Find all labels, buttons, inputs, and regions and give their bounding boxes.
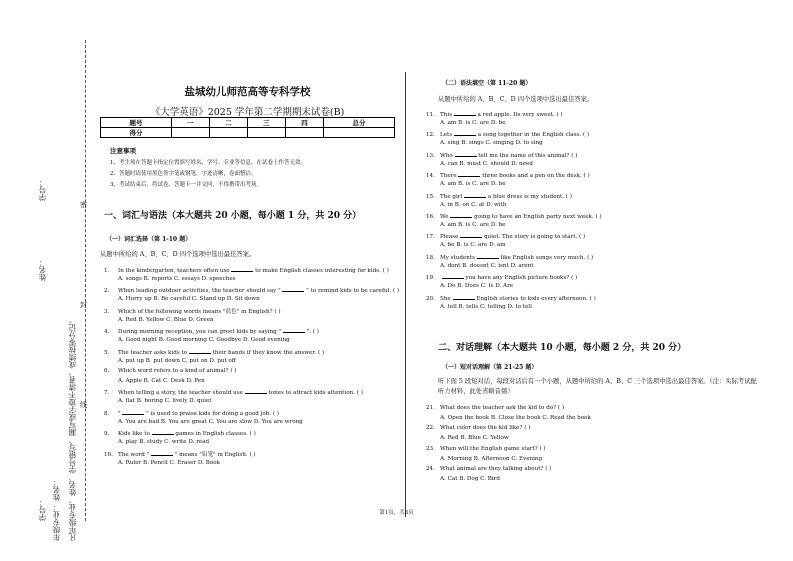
question-text: During morning reception, you can greet kids by saying " [118,329,282,336]
answer-options: A. songs B. reports C. essays D. speeches [118,276,236,282]
question-number: 9. [104,431,110,438]
question-stem [426,294,596,302]
answer-blank [454,110,476,116]
answer-blank [151,450,173,456]
section2-instructions: 听下面 5 段短对话，每段对话后有一个小题，从题中所给的 A、B、C 三个选项中选出最佳答案。（注：实际考试配听力材料，此处省略音频） [438,378,757,395]
question-text: like English songs very much. ( ) [498,254,594,261]
answer-options: A. Apple B. Cat C. Desk D. Pen [118,378,205,384]
score-cell: 总分 [324,118,395,128]
question-text: a blue dress is my student. ( ) [486,193,572,200]
answer-options: A. Open the book B. Close the book C. Read the book [440,415,591,421]
question-stem [426,212,602,220]
question-text: a red apple. Its very sweet. ( ) [475,112,563,118]
question-text: Lets [440,132,453,139]
question-text: to make English classes interesting for kids. ( ) [253,268,389,274]
answer-options: A. Good night B. Good morning C. Goodbye D. Good evening [118,337,290,344]
binding-id-label: 学号： [38,178,47,201]
section1-sub1: （一）词汇选择（第 1-10 题） [106,236,192,243]
question-text: This [440,112,452,118]
question-text: " to remind kids to be careful. ( ) [304,288,400,295]
answer-options: A. Morning B. Afternoon C. Evening [440,455,543,462]
score-cell [286,128,324,138]
question-text: " means "铅笔" in English. ( ) [172,451,256,458]
question-number: 6. [104,368,110,374]
question-number: 19. [426,275,435,282]
question-stem [104,307,281,315]
question-number: 8. [104,410,110,417]
question-stem [426,446,546,452]
note-item: 3、考试结束后，将试卷、答题卡一并交回，不得携带出考场。 [110,182,263,188]
question-text: The girl [440,193,463,200]
binding-mark-xian: 线 [80,401,87,409]
section2-title: 二、对话理解（本大题共 10 小题，每小题 2 分，共 20 分） [438,343,687,353]
question-text: three books and a pen on the desk. ( ) [480,173,590,180]
question-text: tones to attract kids attention. ( ) [266,390,363,397]
question-number: 16. [426,214,435,220]
question-stem [426,171,590,179]
score-cell [247,128,285,138]
school-name: 盐城幼儿师范高等专科学校 [184,86,311,98]
binding-name-b [50,420,64,501]
answer-options: A. am B. is C. are D. be [440,222,506,228]
question-stem [104,429,256,437]
answer-options: A. put up B. put down C. put on D. put off [118,357,236,364]
answer-options: A. flat B. boring C. lively D. quiet [118,398,212,405]
binding-major-label: 年级专业： [52,503,61,541]
answer-blank [122,409,144,415]
score-cell [324,128,395,138]
question-number: 20. [426,295,435,302]
binding-name-label: 姓名： [52,478,61,501]
question-text: When will the English game start? ( ) [440,445,546,452]
answer-options: A. Ruler B. Pencil C. Eraser D. Book [118,459,220,466]
answer-options: A. tell B. tells C. telling D. to tell [440,303,532,310]
answer-blank [442,273,464,279]
answer-blank [282,286,304,292]
question-text: What animal are they talking about? ( ) [440,466,552,473]
question-number: 18. [426,254,435,261]
answer-options: A. Red B. Blue C. Yellow [440,435,509,442]
answer-options: A. Red B. Yellow C. Blue D. Green [118,316,214,323]
score-table [100,117,395,138]
question-text: When telling a story, the teacher should use [118,390,243,397]
answer-options: A. Do B. Does C. Is D. Are [440,283,514,290]
question-text: you have any English picture books? ( ) [463,275,578,282]
question-number: 11. [426,112,435,118]
answer-blank [464,192,486,198]
question-number: 4. [104,329,110,336]
question-number: 14. [426,173,435,180]
answer-options: A. Hurry up B. Be careful C. Stand up D. Sit down [118,296,260,303]
answer-blank [231,266,253,272]
answer-blank [152,429,174,435]
section1-title: 一、词汇与语法（本大题共 20 小题，每小题 1 分，共 20 分） [104,211,362,221]
score-header-row [101,118,395,128]
question-stem [426,151,577,159]
score-value-row [101,128,395,138]
question-text: Which word refers to a kind of animal? ( ) [118,368,237,374]
question-number: 24. [426,466,435,473]
question-text: What color does the kid like? ( ) [440,425,531,432]
binding-name2-label: 姓名： [38,258,47,281]
question-text: She [440,295,451,302]
answer-blank [283,327,305,333]
question-number: 13. [426,152,435,159]
question-stem [426,232,585,240]
question-text: The word " [118,451,150,458]
answer-options: A. am B. is C. are D. be [440,181,506,188]
question-number: 21. [426,405,435,411]
question-stem [104,348,324,356]
question-stem [426,425,530,431]
answer-blank [477,253,499,259]
exam-title: 《大学英语》2025 学年第二学期期末试卷(B) [150,107,345,118]
question-stem [104,266,389,274]
question-stem [426,405,564,411]
answer-options: A. in B. on C. at D. with [440,201,507,208]
question-stem [426,110,563,118]
answer-options: A. be B. is C. are D. am [440,242,506,249]
question-stem [104,327,319,335]
question-text: There [440,173,457,180]
answer-blank [453,294,475,300]
score-cell [209,128,247,138]
answer-blank [245,388,267,394]
question-number: 15. [426,193,435,200]
question-text: Kids like to [118,431,150,438]
question-text: What does the teacher ask the kid to do? ( ) [440,405,565,411]
score-cell: 二 [209,118,247,128]
question-number: 12. [426,132,435,139]
question-stem [426,466,551,472]
question-text: going to have an English party next week. ( ) [472,214,602,220]
answer-options: A. can B. must C. should D. need [440,160,533,167]
answer-blank [454,130,476,136]
question-text: " is used to praise kids for doing a good job. ( ) [144,410,279,417]
question-stem [426,253,593,261]
question-text: The teacher asks kids to [118,349,188,356]
question-stem [104,368,236,374]
binding-warning [66,150,80,541]
binding-id2-label: 学号： [38,498,47,521]
question-text: When leading outdoor activities, the teacher should say " [118,288,281,295]
question-text: a song together in the English class. ( ) [475,132,590,139]
question-number: 22. [426,425,435,432]
section1-instructions: 从题中所给的 A、B、C、D 四个选项中选出最佳答案。 [100,251,256,258]
binding-mark-mi: 密 [80,201,87,209]
question-text: games in English classes. ( ) [173,431,256,438]
question-stem [426,130,589,138]
answer-blank [460,232,482,238]
question-number: 5. [104,349,110,356]
answer-blank [455,151,477,157]
question-text: English stories to kids every afternoon. ( ) [474,295,596,302]
binding-dashed-line [85,40,86,521]
score-cell: 一 [171,118,209,128]
question-text: My students [440,254,475,261]
question-number: 17. [426,234,435,241]
score-cell: 三 [247,118,285,128]
question-stem [104,409,279,417]
question-stem [104,286,399,294]
right-column [420,0,770,561]
binding-warning-text: 凡年级专业、姓名、学号错写、漏写或字迹不清者，成绩按零分记。 [68,316,77,541]
question-number: 7. [104,390,110,397]
score-cell: 得分 [101,128,172,138]
page-footer: 第1页，共3页 [379,510,414,516]
answer-options: A. am B. is C. are D. be [440,120,506,126]
question-text: In the kindergarten, teachers often use [118,268,230,274]
note-item: 1、考生须在答题卡指定位置填写姓名、学号、专业等信息，在试卷上作答无效。 [110,160,307,166]
note-item: 2、答题时请使用黑色签字笔或钢笔，字迹清晰，卷面整洁。 [110,171,257,177]
section2-sub1: （一）短对话理解（第 21-25 题） [442,364,538,371]
column-divider [405,72,406,517]
section1-sub2: （二）语法填空（第 11-20 题） [442,80,532,87]
question-text: quiet. The story is going to start. ( ) [482,234,586,241]
section1b-instructions: 从题中所给的 A、B、C、D 四个选项中选出最佳答案。 [438,96,594,103]
question-number: 10. [104,451,113,458]
question-text: their hands if they know the answer. ( ) [210,349,325,356]
question-text: ". ( ) [304,329,319,336]
question-text: tell me the name of this animal? ( ) [476,152,578,159]
question-text: Which of the following words means "蓝色" in English? ( ) [118,308,281,315]
score-cell: 四 [286,118,324,128]
score-cell: 题号 [101,118,172,128]
question-stem [104,450,256,458]
answer-options: A. dont B. doesnt C. isnt D. arent [440,262,534,269]
notes-heading: 注意事项 [110,147,136,155]
question-text: We [440,214,449,220]
question-stem [426,273,577,281]
question-text: Please [440,234,459,241]
binding-name [36,240,50,281]
question-number: 3. [104,308,110,315]
binding-student-id [36,150,50,201]
question-stem [104,388,363,396]
question-number: 2. [104,288,110,295]
answer-blank [458,171,480,177]
answer-options: A. You are bad B. You are great C. You are slow D. You are wrong [118,418,303,425]
answer-blank [189,348,211,354]
question-stem [426,192,572,200]
answer-blank [450,212,472,218]
answer-options: A. play B. study C. write D. read [118,439,210,446]
binding-mark-feng: 封 [80,301,87,309]
answer-options: A. Cat B. Dog C. Bird [440,476,500,483]
answer-options: A. sing B. sings C. singing D. to sing [440,140,543,147]
question-text: Who [440,152,453,159]
score-cell [171,128,209,138]
question-number: 23. [426,445,435,452]
question-number: 1. [104,268,110,274]
question-text: " [118,410,121,417]
